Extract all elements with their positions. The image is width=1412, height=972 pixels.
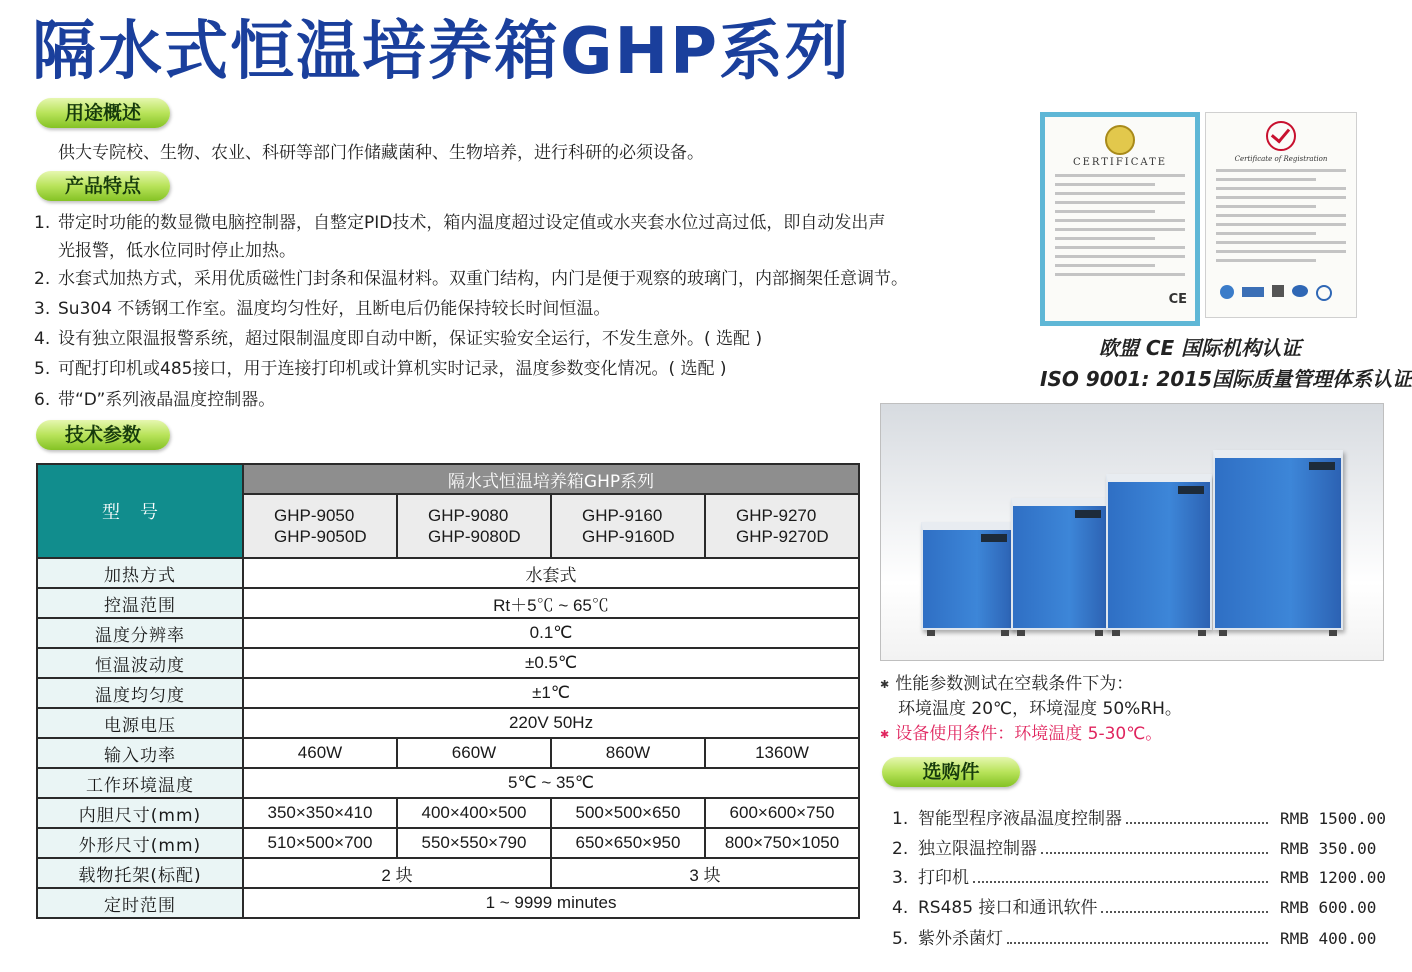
feature-item-4 [34, 325, 1024, 353]
row-value-power: 860W [551, 738, 705, 768]
row-label-timer: 定时范围 [37, 888, 243, 918]
iaf-logo-icon [1292, 285, 1308, 297]
iso-caption: ISO 9001: 2015国际质量管理体系认证 [1040, 367, 1412, 391]
feature-item-2 [34, 265, 1024, 293]
accessory-price: RMB 350.00 [1280, 839, 1377, 858]
row-value-timer: 1 ~ 9999 minutes [243, 888, 859, 918]
row-value-inner-size: 500×500×650 [551, 798, 705, 828]
note-usage-conditions [880, 719, 1162, 744]
model-name: GHP-9160 [582, 506, 663, 525]
leader-dots [1007, 942, 1268, 944]
row-label-inner-size: 内胆尺寸(mm) [37, 798, 243, 828]
accb-logo-icon [1242, 287, 1264, 297]
feature-text: 设有独立限温报警系统，超过限制温度即自动中断，保证实验安全运行，不发生意外。( 选配 ) [58, 329, 763, 349]
row-value-shelves: 2 块 [243, 858, 551, 888]
accessory-price: RMB 1500.00 [1280, 809, 1386, 828]
row-label-ambient: 工作环境温度 [37, 768, 243, 798]
leader-dots [973, 881, 1268, 883]
row-value-fluctuation: ±0.5℃ [243, 648, 859, 678]
model-name: GHP-9080 [428, 506, 509, 525]
row-label-voltage: 电源电压 [37, 708, 243, 738]
feature-item-3 [34, 295, 1024, 323]
model-name: GHP-9050 [274, 506, 355, 525]
accessory-name: 打印机 [918, 868, 969, 888]
row-label-outer-size: 外形尺寸(mm) [37, 828, 243, 858]
model-name-d: GHP-9160D [582, 527, 675, 546]
row-label-temp-range: 控温范围 [37, 588, 243, 618]
row-label-shelves: 载物托架(标配) [37, 858, 243, 888]
leader-dots [1126, 822, 1268, 824]
section-usage-header: 用途概述 [36, 98, 170, 128]
model-cell [705, 494, 859, 558]
accessory-item [892, 924, 1376, 949]
feature-number: 1. [34, 213, 51, 233]
feature-number: 2. [34, 269, 51, 289]
accessory-number: 2. [892, 839, 909, 859]
feature-text: 水套式加热方式，采用优质磁性门封条和保温材料。双重门结构，内门是便于观察的玻璃门，内部搁架任意调节。 [58, 269, 908, 289]
tqcsi-logo-icon [1266, 121, 1296, 151]
iso-certificate-image [1205, 112, 1357, 318]
accessory-number: 3. [892, 868, 909, 888]
row-value-temp-range: Rt＋5℃ ~ 65℃ [243, 588, 859, 618]
accessory-price: RMB 1200.00 [1280, 868, 1386, 887]
spec-table [36, 463, 860, 919]
row-value-inner-size: 350×350×410 [243, 798, 397, 828]
section-specs-header: 技术参数 [36, 420, 170, 450]
bullet-icon: ✱ [880, 677, 890, 691]
model-cell [243, 494, 397, 558]
model-name-d: GHP-9050D [274, 527, 367, 546]
accessory-name: 独立限温控制器 [918, 839, 1037, 859]
usage-text: 供大专院校、生物、农业、科研等部门作储藏菌种、生物培养，进行科研的必须设备。 [58, 143, 704, 163]
ce-mark-icon: CE [1168, 292, 1187, 307]
accessory-item [892, 834, 1376, 859]
incubator-medium-image [1011, 498, 1109, 630]
section-features-header: 产品特点 [36, 171, 170, 201]
note-text: 性能参数测试在空载条件下为： [895, 674, 1134, 694]
ce-cert-title: CERTIFICATE [1072, 157, 1168, 168]
accessory-name: 紫外杀菌灯 [918, 929, 1003, 949]
feature-text: 带“D”系列液晶温度控制器。 [58, 390, 276, 410]
accessory-number: 1. [892, 809, 909, 829]
incubator-small-image [921, 522, 1015, 630]
row-value-power: 660W [397, 738, 551, 768]
ce-caption: 欧盟 CE 国际机构认证 [1098, 336, 1302, 360]
row-value-inner-size: 600×600×750 [705, 798, 859, 828]
iso-cert-title: Certificate of Registration [1234, 155, 1328, 163]
incubator-large-image [1106, 474, 1212, 630]
section-accessories-header: 选购件 [882, 757, 1020, 787]
accessory-price: RMB 400.00 [1280, 929, 1377, 948]
ce-certificate-image [1040, 112, 1200, 326]
bullet-icon: ✱ [880, 727, 890, 741]
model-name-d: GHP-9080D [428, 527, 521, 546]
accessory-item [892, 804, 1386, 829]
cnas-logo-icon [1316, 285, 1332, 301]
row-value-outer-size: 650×650×950 [551, 828, 705, 858]
model-name-d: GHP-9270D [736, 527, 829, 546]
row-value-heating: 水套式 [243, 558, 859, 588]
model-cell [551, 494, 705, 558]
note-test-conditions [880, 669, 1133, 694]
feature-item-6 [34, 386, 1024, 414]
feature-item-1 [34, 209, 1024, 265]
row-value-ambient: 5℃ ~ 35℃ [243, 768, 859, 798]
product-photo [880, 403, 1384, 661]
row-label-uniformity: 温度均匀度 [37, 678, 243, 708]
accessory-number: 4. [892, 898, 909, 918]
accessory-number: 5. [892, 929, 909, 949]
accessory-price: RMB 600.00 [1280, 898, 1377, 917]
feature-text: 带定时功能的数显微电脑控制器，自整定PID技术，箱内温度超过设定值或水夹套水位过高过低，即自动发出声 [58, 213, 886, 233]
row-value-inner-size: 400×400×500 [397, 798, 551, 828]
row-value-shelves: 3 块 [551, 858, 859, 888]
row-value-uniformity: ±1℃ [243, 678, 859, 708]
row-value-outer-size: 800×750×1050 [705, 828, 859, 858]
incubator-xlarge-image [1213, 450, 1343, 630]
row-label-power: 输入功率 [37, 738, 243, 768]
row-value-outer-size: 550×550×790 [397, 828, 551, 858]
accessory-name: 智能型程序液晶温度控制器 [918, 809, 1122, 829]
row-label-heating: 加热方式 [37, 558, 243, 588]
feature-number: 5. [34, 359, 51, 379]
row-value-voltage: 220V 50Hz [243, 708, 859, 738]
page-title: 隔水式恒温培养箱GHP系列 [32, 15, 851, 89]
accreditation-logos [1220, 285, 1332, 301]
feature-number: 3. [34, 299, 51, 319]
jas-anz-logo-icon [1220, 285, 1234, 299]
row-label-fluctuation: 恒温波动度 [37, 648, 243, 678]
row-value-outer-size: 510×500×700 [243, 828, 397, 858]
leader-dots [1041, 852, 1268, 854]
feature-number: 6. [34, 390, 51, 410]
row-label-resolution: 温度分辨率 [37, 618, 243, 648]
feature-item-5 [34, 355, 1024, 383]
row-value-resolution: 0.1℃ [243, 618, 859, 648]
feature-text: 可配打印机或485接口，用于连接打印机或计算机实时记录，温度参数变化情况。( 选配 ) [58, 359, 727, 379]
accessory-item [892, 863, 1386, 888]
accessory-name: RS485 接口和通讯软件 [918, 898, 1098, 918]
leader-dots [1101, 911, 1268, 913]
feature-text-continued: 光报警，低水位同时停止加热。 [58, 241, 296, 261]
udem-logo-icon [1105, 125, 1135, 155]
feature-number: 4. [34, 329, 51, 349]
row-value-power: 460W [243, 738, 397, 768]
model-label-cell: 型号 [37, 464, 243, 558]
feature-text: Su304 不锈钢工作室。温度均匀性好，且断电后仍能保持较长时间恒温。 [58, 299, 611, 319]
accessory-item [892, 893, 1376, 918]
series-header-cell: 隔水式恒温培养箱GHP系列 [243, 464, 859, 494]
model-name: GHP-9270 [736, 506, 817, 525]
row-value-power: 1360W [705, 738, 859, 768]
model-cell [397, 494, 551, 558]
note-text: 设备使用条件：环境温度 5-30℃。 [895, 724, 1163, 744]
note-environment: 环境温度 20℃，环境湿度 50%RH。 [898, 699, 1182, 719]
qr-code-icon [1272, 285, 1284, 297]
